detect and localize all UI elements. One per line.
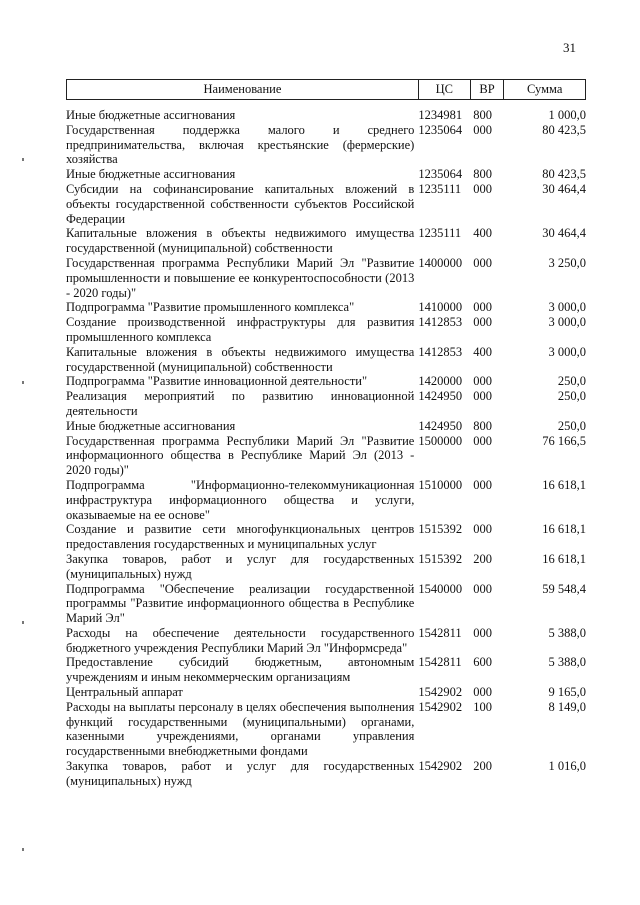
table-row bbox=[66, 108, 586, 123]
margin-mark bbox=[22, 158, 24, 161]
row-sum: 30 464,4 bbox=[542, 181, 586, 196]
row-sum: 1 000,0 bbox=[548, 108, 586, 122]
row-vr: 400 bbox=[473, 344, 492, 359]
row-cs: 1424950 bbox=[418, 389, 463, 404]
margin-mark bbox=[22, 621, 24, 624]
row-vr: 000 bbox=[473, 122, 492, 137]
row-name: Субсидии на софинансирование капитальных вложений в объекты государственной собственности субъектов Российской Федерации bbox=[66, 181, 415, 226]
row-name: Создание производственной инфраструктуры для развития промышленного комплекса bbox=[66, 315, 415, 344]
table-row bbox=[66, 434, 586, 478]
row-vr: 000 bbox=[473, 300, 492, 315]
row-sum: 30 464,4 bbox=[542, 226, 586, 241]
row-sum: 80 423,5 bbox=[542, 122, 586, 137]
margin-mark bbox=[22, 848, 24, 851]
table-row bbox=[66, 655, 586, 685]
row-name: Центральный аппарат bbox=[66, 685, 183, 700]
table-row bbox=[66, 345, 586, 375]
row-vr: 200 bbox=[473, 759, 492, 774]
table-row bbox=[66, 478, 586, 522]
header-name: Наименование bbox=[66, 80, 418, 99]
row-cs: 1542811 bbox=[418, 625, 462, 640]
row-vr: 000 bbox=[473, 389, 492, 404]
table-row bbox=[66, 226, 586, 256]
row-sum: 250,0 bbox=[557, 418, 586, 433]
table-row bbox=[66, 123, 586, 167]
table-row bbox=[66, 300, 586, 315]
row-name: Закупка товаров, работ и услуг для государственных (муниципальных) нужд bbox=[66, 759, 415, 788]
row-sum: 59 548,4 bbox=[542, 581, 586, 596]
row-sum: 1 016,0 bbox=[548, 759, 586, 774]
row-name: Предоставление субсидий бюджетным, автономным учреждениям и иным некоммерческим организациям bbox=[66, 655, 415, 685]
row-vr: 000 bbox=[473, 581, 492, 596]
row-cs: 1235111 bbox=[418, 181, 462, 196]
table-row bbox=[66, 374, 586, 389]
row-vr: 600 bbox=[473, 655, 492, 670]
row-cs: 1235064 bbox=[418, 167, 463, 182]
row-vr: 000 bbox=[473, 522, 492, 537]
row-sum: 3 000,0 bbox=[548, 300, 586, 315]
row-vr: 000 bbox=[473, 181, 492, 196]
row-cs: 1542902 bbox=[418, 759, 463, 774]
row-cs: 1234981 bbox=[418, 108, 463, 122]
row-vr: 000 bbox=[473, 433, 492, 448]
row-vr: 800 bbox=[473, 167, 492, 182]
row-cs: 1235064 bbox=[418, 122, 463, 137]
table-row bbox=[66, 759, 586, 789]
row-cs: 1542811 bbox=[418, 655, 462, 670]
row-sum: 9 165,0 bbox=[548, 685, 586, 700]
table-row bbox=[66, 256, 586, 300]
header-sum: Сумма bbox=[503, 80, 586, 99]
row-sum: 80 423,5 bbox=[542, 167, 586, 182]
row-sum: 76 166,5 bbox=[542, 433, 586, 448]
row-vr: 400 bbox=[473, 226, 492, 241]
row-cs: 1410000 bbox=[418, 300, 463, 315]
row-sum: 16 618,1 bbox=[542, 477, 586, 492]
page-number: 31 bbox=[563, 40, 576, 55]
row-cs: 1542902 bbox=[418, 685, 463, 700]
row-name: Государственная программа Республики Марий Эл "Развитие промышленности и повышение ее конкурентоспособности (2013 - 2020 годы)" bbox=[66, 255, 415, 300]
header-vr: ВР bbox=[470, 80, 504, 99]
row-name: Подпрограмма "Развитие инновационной деятельности" bbox=[66, 374, 368, 389]
table-row bbox=[66, 167, 586, 182]
row-name: Капитальные вложения в объекты недвижимого имущества государственной (муниципальной) собственности bbox=[66, 226, 415, 256]
row-name: Создание и развитие сети многофункциональных центров предоставления государственных и муниципальных услуг bbox=[66, 522, 415, 552]
row-vr: 000 bbox=[473, 255, 492, 270]
row-sum: 3 250,0 bbox=[548, 255, 586, 270]
row-cs: 1515392 bbox=[418, 551, 463, 566]
table-body bbox=[66, 108, 586, 789]
table-row bbox=[66, 685, 586, 700]
row-name: Государственная поддержка малого и среднего предпринимательства, включая крестьянские (фермерские) хозяйства bbox=[66, 122, 415, 167]
row-name: Подпрограмма "Обеспечение реализации государственной программы "Развитие информационного общества в Республике Марий Эл" bbox=[66, 581, 415, 626]
row-sum: 5 388,0 bbox=[548, 655, 586, 670]
row-name: Капитальные вложения в объекты недвижимого имущества государственной (муниципальной) собственности bbox=[66, 344, 415, 374]
row-vr: 800 bbox=[473, 108, 492, 122]
row-cs: 1424950 bbox=[418, 418, 463, 433]
row-name: Реализация мероприятий по развитию инновационной деятельности bbox=[66, 389, 415, 418]
row-sum: 250,0 bbox=[557, 389, 586, 404]
row-cs: 1510000 bbox=[418, 477, 463, 492]
table-row bbox=[66, 389, 586, 419]
row-sum: 5 388,0 bbox=[548, 625, 586, 640]
table-header bbox=[66, 79, 586, 100]
row-name: Иные бюджетные ассигнования bbox=[66, 108, 236, 122]
row-vr: 000 bbox=[473, 374, 492, 389]
table-row bbox=[66, 419, 586, 434]
row-sum: 3 000,0 bbox=[548, 344, 586, 359]
table-row bbox=[66, 182, 586, 226]
row-name: Иные бюджетные ассигнования bbox=[66, 167, 236, 182]
row-cs: 1420000 bbox=[418, 374, 463, 389]
table-row bbox=[66, 552, 586, 582]
row-name: Закупка товаров, работ и услуг для государственных (муниципальных) нужд bbox=[66, 551, 415, 581]
row-cs: 1400000 bbox=[418, 255, 463, 270]
table-row bbox=[66, 700, 586, 759]
row-vr: 000 bbox=[473, 625, 492, 640]
row-sum: 3 000,0 bbox=[548, 315, 586, 330]
row-sum: 16 618,1 bbox=[542, 522, 586, 537]
row-vr: 000 bbox=[473, 477, 492, 492]
table-row bbox=[66, 315, 586, 345]
row-sum: 8 149,0 bbox=[548, 699, 586, 714]
row-cs: 1412853 bbox=[418, 344, 463, 359]
table-row bbox=[66, 626, 586, 656]
margin-mark bbox=[22, 381, 24, 384]
row-cs: 1235111 bbox=[418, 226, 462, 241]
row-cs: 1500000 bbox=[418, 433, 463, 448]
row-sum: 16 618,1 bbox=[542, 551, 586, 566]
row-name: Расходы на обеспечение деятельности государственного бюджетного учреждения Республики Марий Эл "Информсреда" bbox=[66, 625, 415, 655]
row-cs: 1515392 bbox=[418, 522, 463, 537]
row-name: Расходы на выплаты персоналу в целях обеспечения выполнения функций государственными (муниципальными) органами, казенными учреждениями, органами управления государственными внебюджетными фондами bbox=[66, 699, 415, 759]
row-name: Подпрограмма "Информационно-телекоммуникационная инфраструктура информационного общества и услуги, оказываемые на ее основе" bbox=[66, 477, 415, 522]
row-vr: 100 bbox=[473, 699, 492, 714]
row-cs: 1540000 bbox=[418, 581, 463, 596]
header-cs: ЦС bbox=[418, 80, 470, 99]
row-vr: 000 bbox=[473, 685, 492, 700]
row-vr: 800 bbox=[473, 418, 492, 433]
row-name: Иные бюджетные ассигнования bbox=[66, 418, 236, 433]
row-vr: 200 bbox=[473, 551, 492, 566]
table-row bbox=[66, 582, 586, 626]
row-name: Государственная программа Республики Марий Эл "Развитие информационного общества в Республике Марий Эл (2013 - 2020 годы)" bbox=[66, 433, 415, 478]
row-sum: 250,0 bbox=[557, 374, 586, 389]
table-row bbox=[66, 522, 586, 552]
row-cs: 1412853 bbox=[418, 315, 463, 330]
row-vr: 000 bbox=[473, 315, 492, 330]
row-name: Подпрограмма "Развитие промышленного комплекса" bbox=[66, 300, 355, 315]
row-cs: 1542902 bbox=[418, 699, 463, 714]
